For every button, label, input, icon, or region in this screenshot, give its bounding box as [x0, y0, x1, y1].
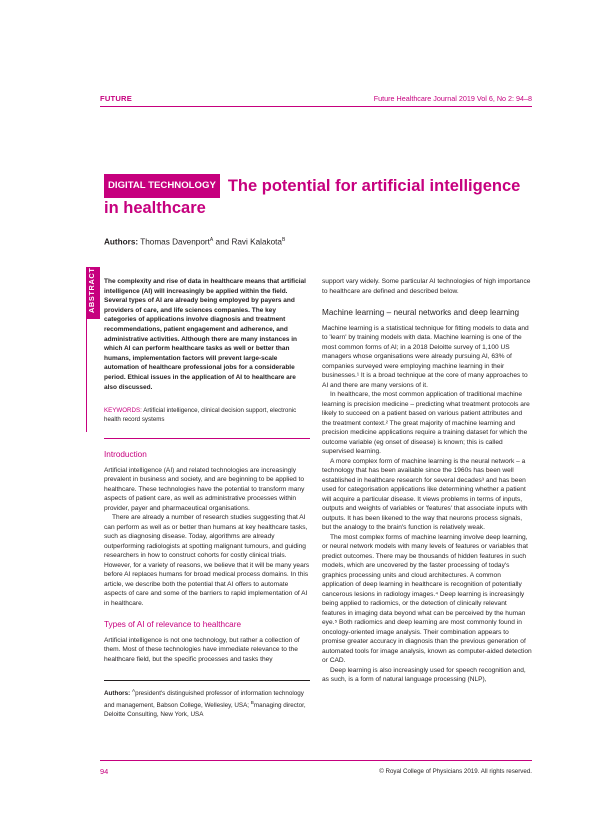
intro-paragraph-1: Artificial intelligence (AI) and related technologies are increasingly prevalent in business and society, and are beginning to be applied to healthcare. These technologies have the potential to transform many aspects of patient care, as well as administrative processes within provider, payer and pharmaceutical organisations.	[104, 466, 305, 512]
ml-paragraph-5: Deep learning is also increasingly used for speech recognition and, as such, is a form of natural language processing (NLP),	[322, 666, 526, 683]
affiliation-a: president's distinguished professor of information technology and management, Babson College, Wellesley, USA;	[104, 690, 304, 710]
left-column	[104, 450, 310, 664]
authors-and: and	[215, 237, 230, 247]
abstract-strip	[86, 267, 100, 319]
ml-paragraph-3: A more complex form of machine learning is the neural network – a technology that has been available since the 1960s has been well established in healthcare research for several decades³ and has been used for categorisation applications like determining whether a patient will acquire a particular disease. It views problems in terms of inputs, outputs and weights of variables or 'features' that associate inputs with outputs. It has been likened to the way that neurons process signals, but the analogy to the brain's function is relatively weak.	[322, 457, 528, 531]
intro-heading: Introduction	[104, 450, 147, 459]
keywords	[104, 406, 308, 424]
affiliation-b: managing director, Deloitte Consulting, New York, USA	[104, 702, 306, 719]
category-tag: DIGITAL TECHNOLOGY	[104, 174, 220, 198]
intro-paragraph-2: There are already a number of research studies suggesting that AI can perform as well as or better than humans at key healthcare tasks, such as diagnosing disease. Today, algorithms are already outperforming radiologists at spotting malignant tumours, and guiding researchers in how to construct cohorts for costly clinical trials. However, for a variety of reasons, we believe that it will be many years before AI replaces humans for broad medical process domains. In this article, we describe both the potential that AI offers to automate aspects of care and some of the barriers to rapid implementation of AI in healthcare.	[104, 514, 310, 607]
author-1-sup: A	[209, 237, 214, 243]
affiliations-label: Authors:	[104, 690, 131, 698]
affiliations-rule	[104, 680, 310, 681]
affiliation-a-sup: A	[131, 688, 136, 693]
affiliation-b-sup: B	[250, 700, 254, 706]
article-title-block	[104, 174, 524, 218]
author-2-sup: B	[282, 237, 286, 243]
article-title-text: The potential for artificial intelligence in healthcare	[104, 177, 521, 217]
right-column	[322, 277, 532, 685]
author-1: Thomas Davenport	[140, 237, 210, 247]
running-header	[100, 92, 532, 106]
affiliations	[104, 686, 310, 719]
section-label: FUTURE	[100, 94, 132, 103]
footer-rule	[100, 760, 532, 761]
page-number: 94	[100, 767, 109, 776]
types-paragraph-1: Artificial intelligence is not one technology, but rather a collection of them. Most of these technologies have immediate relevance to the healthcare field, but the specific processes and tasks they	[104, 636, 300, 663]
authors-line	[104, 237, 285, 247]
ml-heading: Machine learning – neural networks and deep learning	[322, 308, 520, 317]
continued-paragraph: support vary widely. Some particular AI technologies of high importance to healthcare are defined and described below.	[322, 278, 531, 295]
ml-paragraph-1: Machine learning is a statistical technique for fitting models to data and to 'learn' by training models with data. Machine learning is one of the most common forms of AI; in a 2018 Deloitte survey of 1,100 US managers whose organisations were already pursuing AI, 63% of companies surveyed were employing machine learning in their businesses.¹ It is a broad technique at the core of many approaches to AI and there are many versions of it.	[322, 324, 529, 389]
article-title	[104, 174, 524, 218]
keywords-label: KEYWORDS:	[104, 407, 142, 414]
authors-label: Authors:	[104, 237, 139, 247]
author-2: Ravi Kalakota	[231, 237, 282, 247]
copyright: © Royal College of Physicians 2019. All rights reserved.	[379, 768, 532, 775]
types-heading: Types of AI of relevance to healthcare	[104, 620, 241, 629]
ml-paragraph-2: In healthcare, the most common application of traditional machine learning is precision medicine – predicting what treatment protocols are likely to succeed on a patient based on various patient attributes and the treatment context.² The great majority of machine learning and precision medicine applications require a training dataset for which the outcome variable (eg onset of disease) is known; this is called supervised learning.	[322, 391, 530, 455]
abstract-strip-label: ABSTRACT	[87, 267, 96, 313]
abstract-box	[86, 267, 312, 432]
abstract-divider	[104, 438, 310, 439]
abstract-text: The complexity and rise of data in healthcare means that artificial intelligence (AI) will increasingly be applied within the field. Several types of AI are already being employed by payers and providers of care, and life sciences companies. The key categories of applications involve diagnosis and treatment recommendations, patient engagement and adherence, and administrative activities. Although there are many instances in which AI can perform healthcare tasks as well or better than humans, implementation factors will prevent large-scale automation of healthcare professional jobs for a considerable period. Ethical issues in the application of AI to healthcare are also discussed.	[104, 278, 306, 391]
ml-paragraph-4: The most complex forms of machine learning involve deep learning, or neural network models with many levels of features or variables that predict outcomes. There may be thousands of hidden features in such models, which are uncovered by the faster processing of today's graphics processing units and cloud architectures. A common application of deep learning in healthcare is recognition of potentially cancerous lesions in radiology images.⁴ Deep learning is increasingly being applied to radiomics, or the detection of clinically relevant features in imaging data beyond what can be perceived by the human eye.⁵ Both radiomics and deep learning are most commonly found in oncology-oriented image analysis. Their combination appears to promise greater accuracy in diagnosis than the previous generation of automated tools for image analysis, known as computer-aided detection or CAD.	[322, 533, 532, 664]
header-rule	[100, 106, 532, 107]
journal-citation: Future Healthcare Journal 2019 Vol 6, No 2: 94–8	[373, 94, 532, 103]
keywords-text: Artificial intelligence, clinical decision support, electronic health record systems	[104, 407, 297, 423]
